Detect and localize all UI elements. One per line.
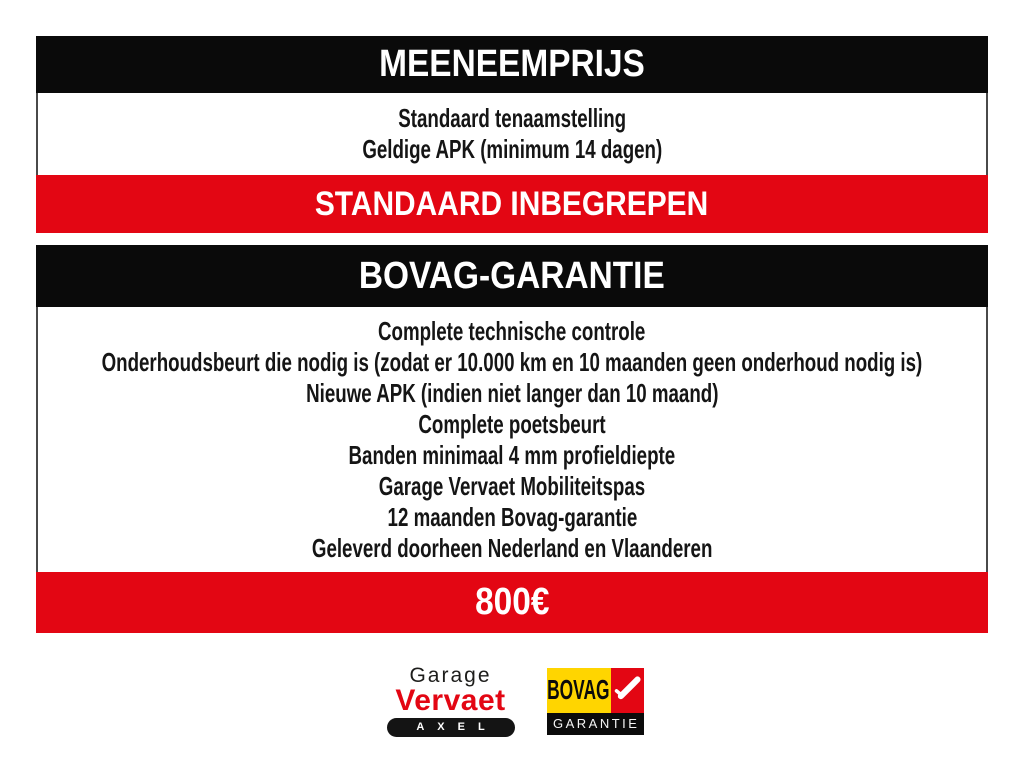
included-item-text: Standaard tenaamstelling bbox=[398, 103, 626, 133]
meeneemprijs-header-bar bbox=[36, 36, 988, 93]
bovag-garantie-header-bar bbox=[36, 245, 988, 307]
meeneemprijs-panel bbox=[36, 93, 988, 175]
bovag-garantie-panel bbox=[36, 307, 988, 572]
list-item bbox=[38, 103, 986, 134]
list-item bbox=[38, 134, 986, 165]
bovag-garantie-title: BOVAG-GARANTIE bbox=[359, 254, 665, 297]
list-item bbox=[38, 347, 986, 378]
section-bovag-garantie bbox=[36, 245, 988, 633]
bovag-logo-check-block bbox=[611, 668, 644, 713]
standaard-inbegrepen-banner bbox=[36, 175, 988, 233]
bovag-logo-label-block bbox=[547, 713, 644, 735]
list-item bbox=[38, 502, 986, 533]
section-meeneemprijs bbox=[36, 36, 988, 233]
garage-logo-word-garage: Garage bbox=[409, 664, 492, 687]
garage-logo-axel-text: AXEL bbox=[416, 721, 498, 733]
guarantee-item-text: Banden minimaal 4 mm profieldiepte bbox=[348, 439, 676, 470]
guarantee-item-text: Geleverd doorheen Nederland en Vlaanderen bbox=[311, 532, 713, 563]
garage-vervaet-logo bbox=[381, 665, 521, 737]
guarantee-item-text: 12 maanden Bovag-garantie bbox=[387, 501, 637, 532]
list-item bbox=[38, 440, 986, 471]
guarantee-item-text: Garage Vervaet Mobiliteitspas bbox=[378, 470, 646, 501]
price-label: 800€ bbox=[474, 581, 550, 623]
bovag-check-icon bbox=[613, 676, 641, 704]
garage-logo-word-vervaet: Vervaet bbox=[395, 684, 506, 717]
guarantee-item-text: Complete technische controle bbox=[378, 315, 646, 346]
bovag-logo-name-block bbox=[547, 668, 611, 713]
list-item bbox=[38, 378, 986, 409]
standaard-inbegrepen-label: STANDAARD INBEGREPEN bbox=[315, 184, 709, 223]
guarantee-item-text: Complete poetsbeurt bbox=[418, 408, 606, 439]
list-item bbox=[38, 316, 986, 347]
price-banner bbox=[36, 572, 988, 633]
bovag-garantie-logo bbox=[547, 668, 644, 735]
footer-logos bbox=[36, 665, 988, 737]
list-item bbox=[38, 471, 986, 502]
bovag-logo-top bbox=[547, 668, 644, 713]
garage-logo-axel-badge bbox=[387, 718, 515, 737]
included-item-text: Geldige APK (minimum 14 dagen) bbox=[362, 134, 662, 164]
bovag-logo-name: BOVAG bbox=[547, 674, 610, 705]
guarantee-item-text: Onderhoudsbeurt die nodig is (zodat er 10.000 km en 10 maanden geen onderhoud nodig is) bbox=[101, 346, 923, 377]
section-divider bbox=[36, 233, 988, 245]
list-item bbox=[38, 533, 986, 564]
guarantee-item-text: Nieuwe APK (indien niet langer dan 10 maand) bbox=[305, 377, 719, 408]
price-sheet bbox=[36, 36, 988, 737]
meeneemprijs-title: MEENEEMPRIJS bbox=[379, 43, 645, 85]
list-item bbox=[38, 409, 986, 440]
bovag-logo-label: GARANTIE bbox=[553, 716, 640, 731]
